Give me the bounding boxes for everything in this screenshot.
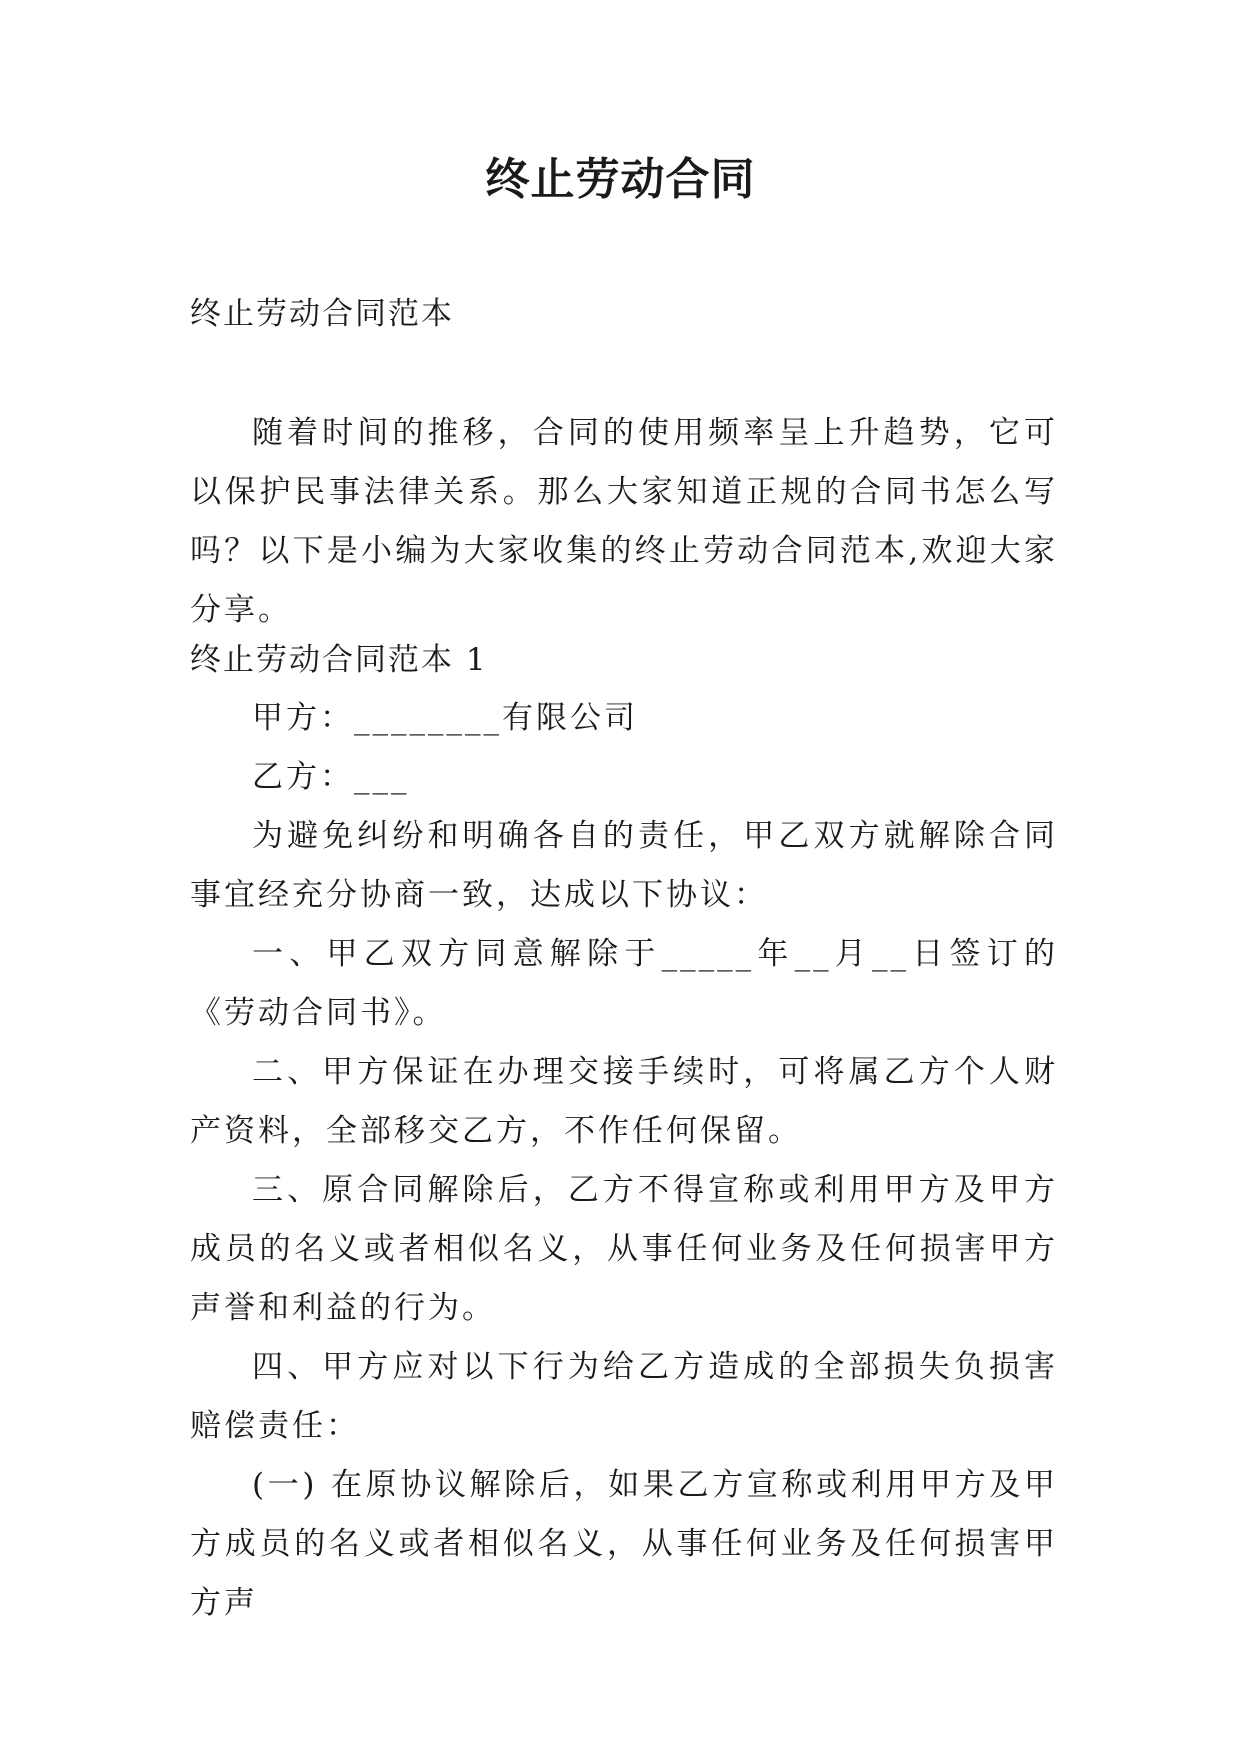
clause-4: 四、甲方应对以下行为给乙方造成的全部损失负损害赔偿责任： <box>190 1349 1058 1444</box>
party-b-line: 乙方：___ <box>252 759 410 795</box>
document-title: 终止劳动合同 <box>485 154 756 205</box>
clause-3: 三、原合同解除后，乙方不得宣称或利用甲方及甲方成员的名义或者相似名义，从事任何业务及任何损害甲方声誉和利益的行为。 <box>190 1172 1058 1326</box>
party-a-line: 甲方：________有限公司 <box>252 700 638 736</box>
contract-preamble: 为避免纠纷和明确各自的责任，甲乙双方就解除合同事宜经充分协商一致，达成以下协议： <box>190 818 1058 913</box>
intro-paragraph: 随着时间的推移，合同的使用频率呈上升趋势，它可以保护民事法律关系。那么大家知道正规的合同书怎么写吗？以下是小编为大家收集的终止劳动合同范本,欢迎大家分享。 <box>190 415 1058 628</box>
document-subtitle: 终止劳动合同范本 <box>190 296 454 332</box>
intro-section <box>190 404 1058 640</box>
clause-1: 一、甲乙双方同意解除于_____年__月__日签订的《劳动合同书》。 <box>190 936 1058 1031</box>
clause-4-item-1: (一) 在原协议解除后，如果乙方宣称或利用甲方及甲方成员的名义或者相似名义，从事任何业务及任何损害甲方声 <box>190 1467 1058 1621</box>
section-heading: 终止劳动合同范本 1 <box>190 642 488 678</box>
contract-body <box>190 689 1058 1633</box>
clause-2: 二、甲方保证在办理交接手续时，可将属乙方个人财产资料，全部移交乙方，不作任何保留。 <box>190 1054 1058 1149</box>
